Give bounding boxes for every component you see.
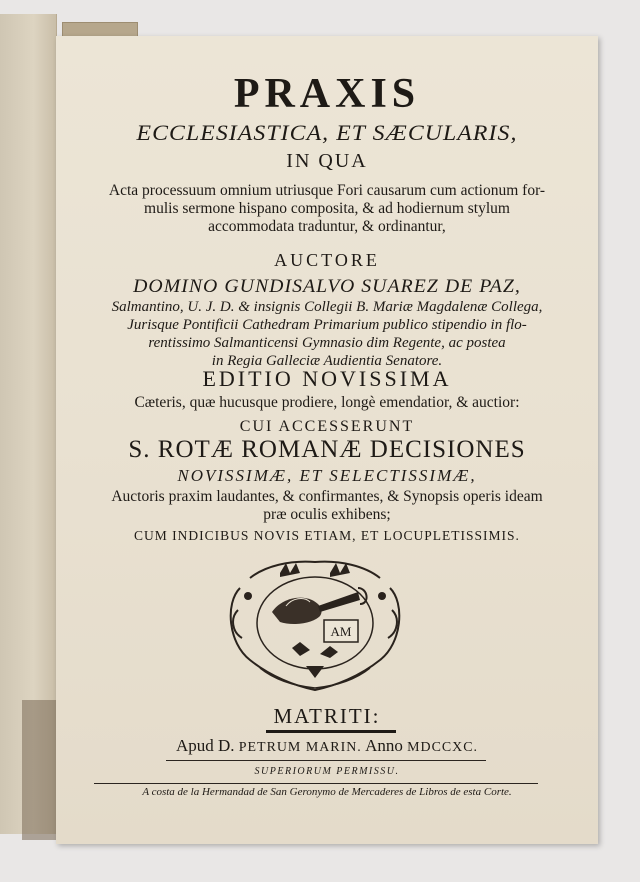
rule-divider (266, 730, 396, 733)
imprint-year: MDCCXC. (407, 740, 479, 755)
book-subtitle: ECCLESIASTICA, ET SÆCULARIS, (136, 120, 518, 145)
author-line: Salmantino, U. J. D. & insignis Collegii B. Mariæ Magdalenæ Collega, (111, 299, 543, 315)
edition-line: Cæteris, quæ hucusque prodiere, longè emendatior, & auctior: (134, 394, 520, 411)
cost-line: A costa de la Hermandad de San Geronymo de Mercaderes de Libros de esta Corte. (142, 786, 512, 798)
decisions-line: Auctoris praxim laudantes, & confirmantes, & Synopsis operis ideam (111, 488, 543, 505)
imprint-apud: Apud D. (175, 736, 235, 755)
author-name: DOMINO GUNDISALVO SUAREZ DE PAZ, (133, 276, 521, 297)
description-line: Acta processuum omnium utriusque Fori causarum cum actionum for- (108, 182, 546, 199)
decisions-subtitle: NOVISSIMÆ, ET SELECTISSIMÆ, (177, 466, 477, 485)
rule-divider (94, 783, 538, 784)
description-line: mulis sermone hispano composita, & ad hodiernum stylum (144, 200, 510, 217)
imprint-line (56, 736, 598, 756)
indices-line: CUM INDICIBUS NOVIS ETIAM, ET LOCUPLETISSIMIS. (134, 528, 520, 543)
printer-device-emblem (220, 548, 410, 698)
imprint-anno: Anno (365, 736, 403, 755)
decisions-title: S. ROTÆ ROMANÆ DECISIONES (128, 436, 526, 463)
rule-divider (166, 760, 486, 761)
permission-line: SUPERIORUM PERMISSU. (254, 766, 400, 777)
place-of-publication: MATRITI: (273, 704, 381, 728)
auctore-heading: AUCTORE (274, 250, 380, 270)
emblem-monogram: AM (330, 624, 352, 639)
book-title: PRAXIS (233, 71, 421, 117)
author-line: rentissimo Salmanticensi Gymnasio dim Regente, ac postea (148, 335, 506, 351)
author-line: Jurisque Pontificii Cathedram Primarium publico stipendio in flo- (127, 317, 527, 333)
author-line: in Regia Galleciæ Audientia Senatore. (211, 353, 443, 369)
imprint-printer: PETRUM MARIN. (238, 740, 362, 755)
title-page (56, 36, 598, 844)
in-qua-line: IN QUA (286, 150, 368, 172)
cui-accesserunt: CUI ACCESSERUNT (239, 418, 415, 435)
decisions-line: præ oculis exhibens; (263, 506, 391, 523)
description-line: accommodata traduntur, & ordinantur, (208, 218, 446, 235)
edition-heading: EDITIO NOVISSIMA (202, 366, 452, 391)
